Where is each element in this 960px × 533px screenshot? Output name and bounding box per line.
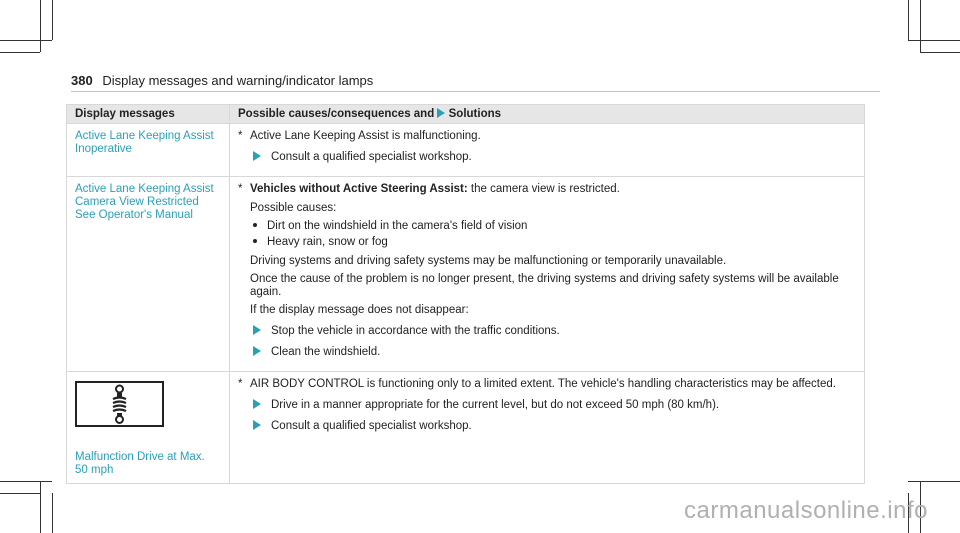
crop-mark	[908, 40, 960, 41]
message-cell	[67, 124, 230, 177]
display-messages-table	[66, 104, 865, 484]
crop-mark	[40, 481, 41, 533]
crop-mark	[0, 40, 52, 41]
page-number: 380	[71, 73, 93, 88]
body-text: Once the cause of the problem is no longer present, the driving systems and driving safety systems will be available	[250, 273, 839, 285]
action-arrow-icon	[253, 325, 261, 335]
action-item: Clean the windshield.	[253, 346, 856, 359]
crop-mark	[0, 481, 52, 482]
table-row	[67, 124, 865, 177]
message-cell	[67, 177, 230, 372]
list-item: Heavy rain, snow or fog	[253, 236, 856, 249]
page-title: Display messages and warning/indicator lamps	[102, 73, 374, 88]
possible-causes-label: Possible causes:	[250, 202, 337, 214]
action-arrow-icon	[253, 346, 261, 356]
crop-mark	[52, 0, 53, 40]
body-text: again.	[250, 286, 282, 298]
header-divider	[71, 91, 880, 92]
message-text: Camera View Restricted	[75, 196, 199, 208]
cause-text: AIR BODY CONTROL is functioning only to a limited extent. The vehicle's handling characteristics may be affected.	[250, 378, 836, 390]
action-arrow-icon	[253, 399, 261, 409]
action-item: Consult a qualified specialist workshop.	[253, 151, 856, 164]
message-text: Active Lane Keeping Assist	[75, 183, 214, 195]
column-header-causes: Possible causes/consequences and Solutions	[230, 105, 865, 124]
cause-cell: * Active Lane Keeping Assist is malfunctioning. Consult a qualified specialist workshop.	[230, 124, 865, 177]
cause-text: the camera view is restricted.	[467, 183, 620, 195]
body-text: Driving systems and driving safety systems may be malfunctioning or temporarily unavailable.	[250, 255, 727, 267]
action-item: Stop the vehicle in accordance with the traffic conditions.	[253, 325, 856, 338]
message-text: Malfunction Drive at Max.	[75, 451, 205, 463]
action-arrow-icon	[253, 151, 261, 161]
message-text: See Operator's Manual	[75, 209, 193, 221]
message-text: 50 mph	[75, 464, 114, 476]
crop-mark	[0, 52, 40, 53]
cause-cell: * AIR BODY CONTROL is functioning only to a limited extent. The vehicle's handling characteristics may be affected. Drive in a manner appropriate for the current level, but do not exceed 50 mph (80 km/h). Consult a qualified specialist workshop.	[230, 372, 865, 484]
cause-bold-text: Vehicles without Active Steering Assist:	[250, 183, 468, 195]
crop-mark	[908, 0, 909, 40]
action-item: Drive in a manner appropriate for the current level, but do not exceed 50 mph (80 km/h).	[253, 399, 856, 412]
table-header-row	[67, 105, 865, 124]
body-text: If the display message does not disappear:	[250, 304, 469, 316]
crop-mark	[908, 481, 960, 482]
table-row	[67, 177, 865, 372]
crop-mark	[920, 0, 921, 52]
crop-mark	[0, 493, 40, 494]
page-header	[71, 73, 373, 88]
message-text: Inoperative	[75, 143, 132, 155]
cause-cell: * Vehicles without Active Steering Assist: the camera view is restricted. Possible causes: Dirt on the windshield in the camera's field of vision Heavy rain, snow or fog Driving systems and driving safety systems may be malfunctioning or temporarily unavailable. Once the cause of the problem is no longer present, the driving systems and driving safety systems will be available again. If the display message does not disappear: Stop the vehicle in accordance with the traffic conditions. Clean the windshield.	[230, 177, 865, 372]
cause-text: Active Lane Keeping Assist is malfunctioning.	[250, 130, 481, 142]
list-item: Dirt on the windshield in the camera's field of vision	[253, 220, 856, 233]
message-text: Active Lane Keeping Assist	[75, 130, 214, 142]
crop-mark	[52, 493, 53, 533]
table-row	[67, 372, 865, 484]
action-item: Consult a qualified specialist workshop.	[253, 420, 856, 433]
air-suspension-icon	[75, 381, 164, 427]
crop-mark	[920, 52, 960, 53]
column-header-messages: Display messages	[67, 105, 230, 124]
message-cell	[67, 372, 230, 484]
crop-mark	[40, 0, 41, 52]
watermark: carmanualsonline.info	[684, 497, 928, 524]
action-arrow-icon	[253, 420, 261, 430]
solution-arrow-icon	[437, 108, 445, 118]
